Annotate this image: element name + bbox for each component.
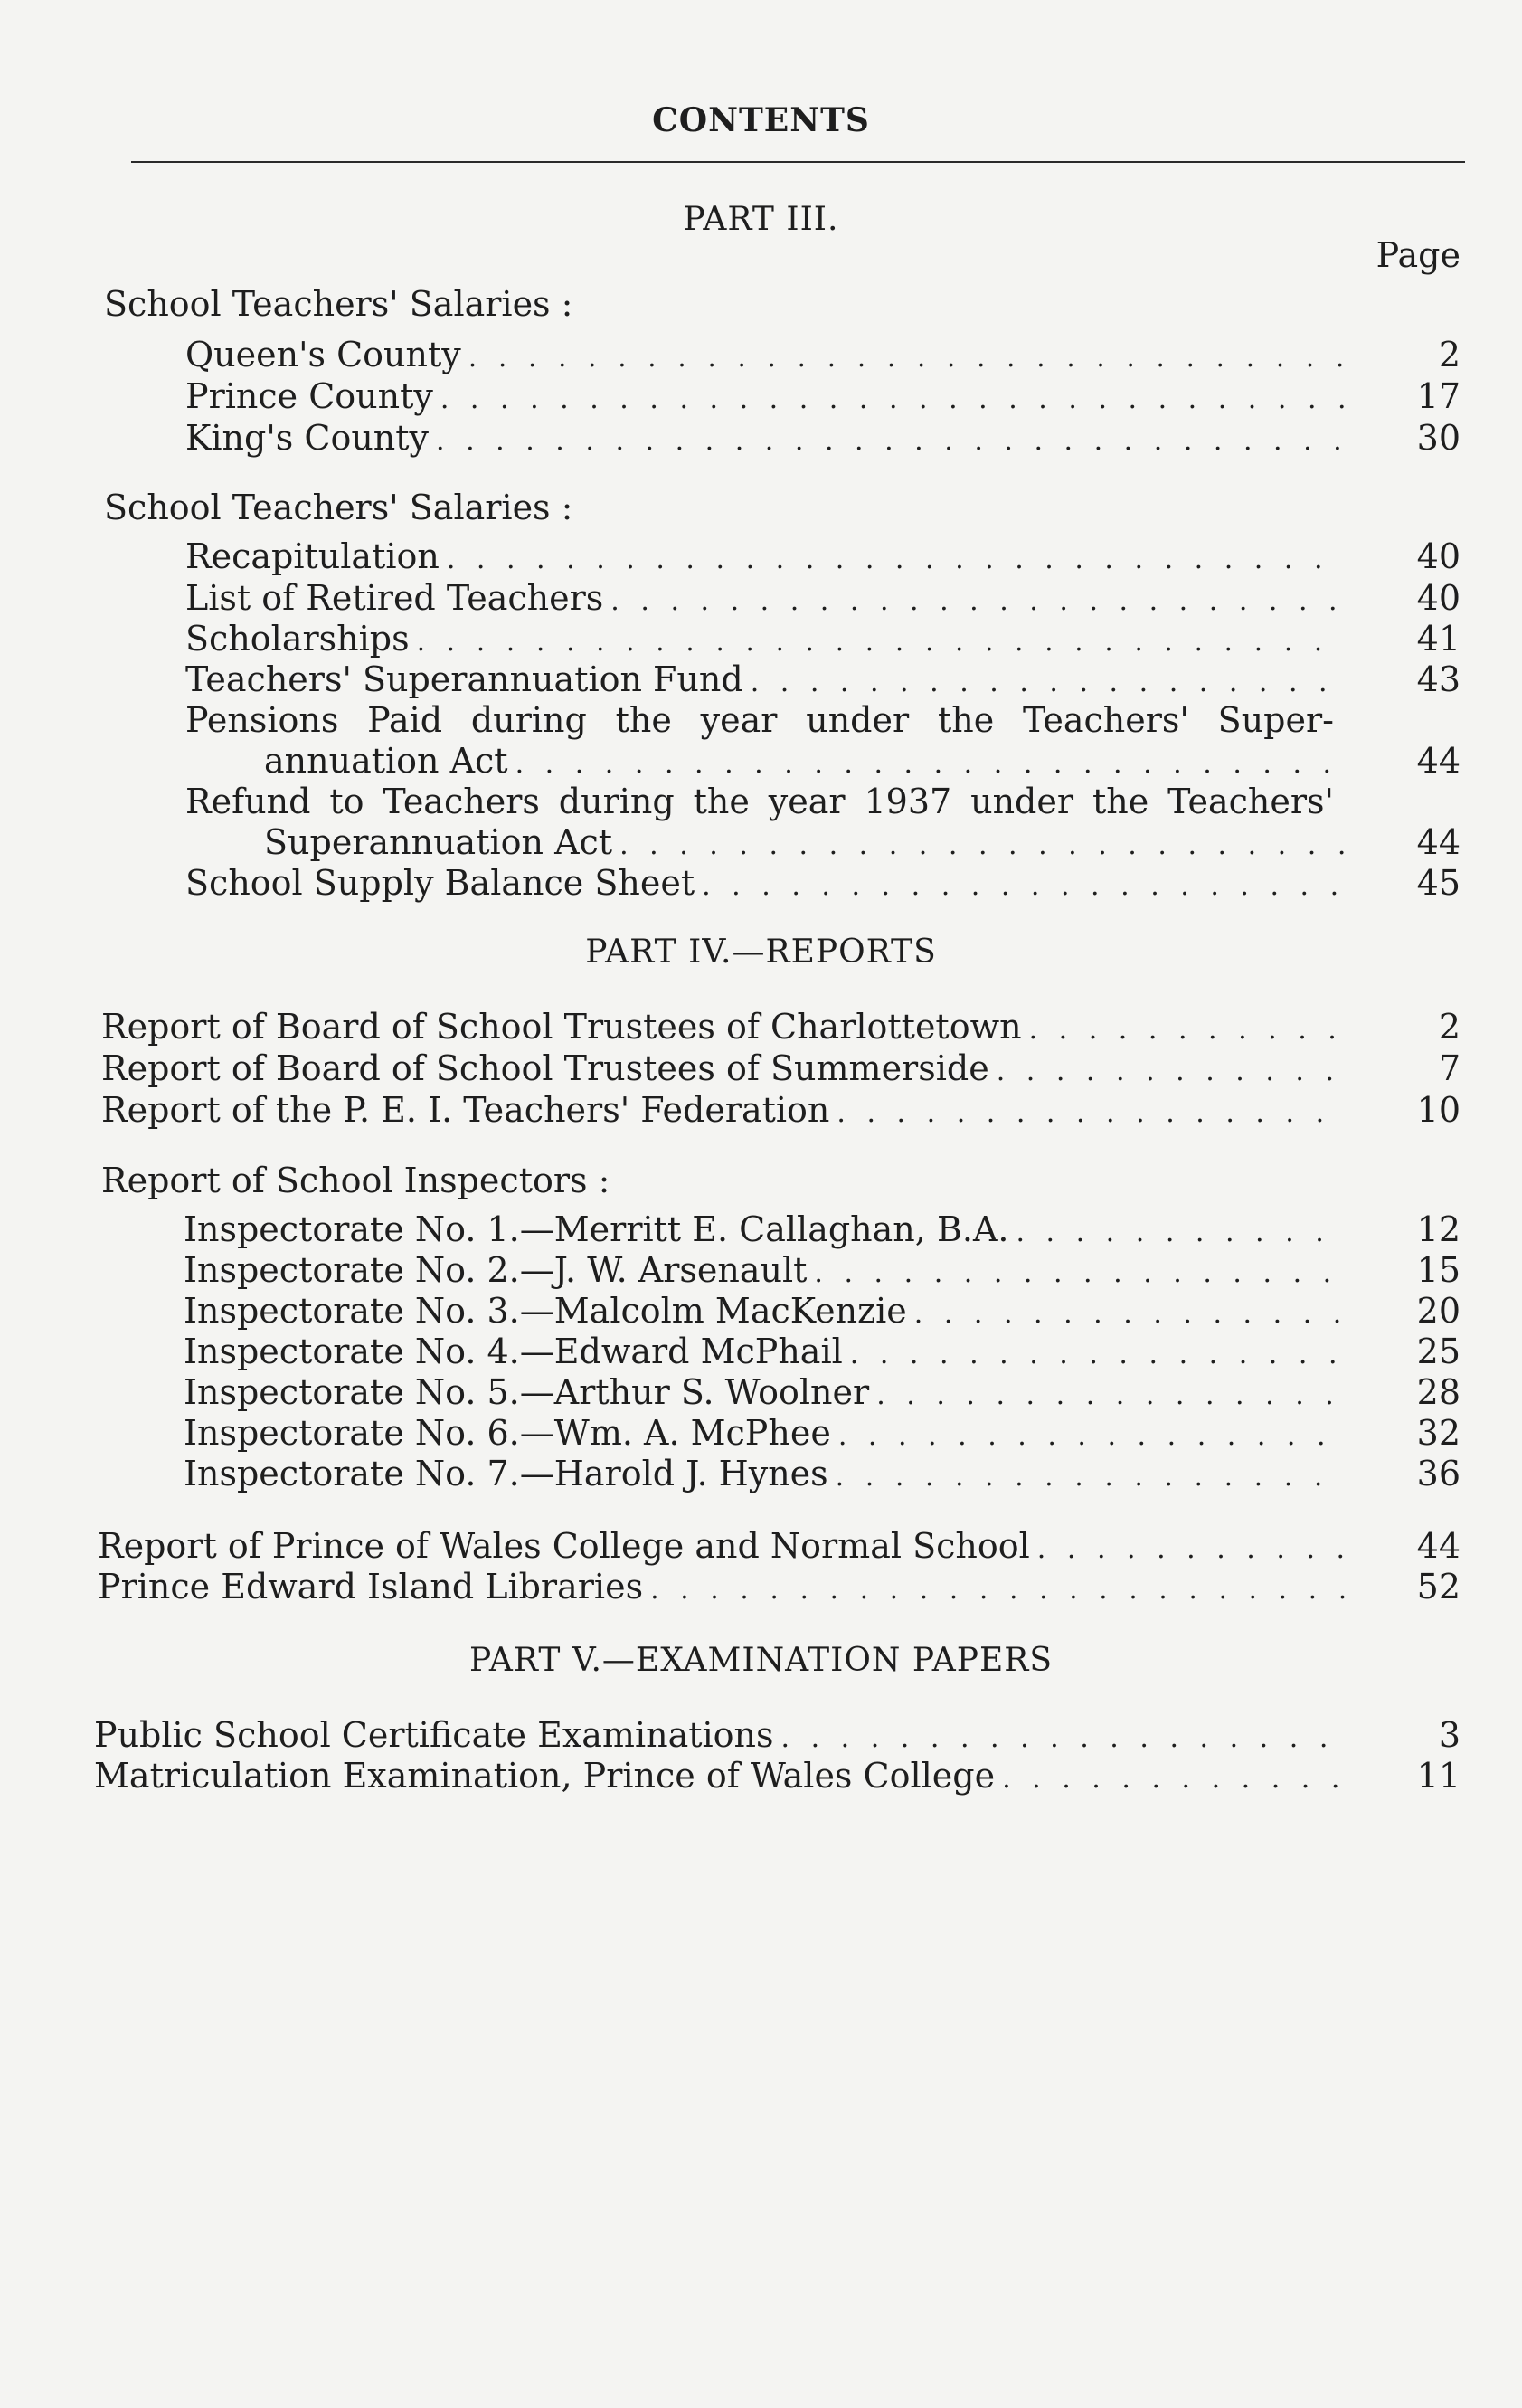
entry-page: 15 bbox=[1416, 1250, 1461, 1290]
toc-entry-libraries[interactable] bbox=[98, 1566, 1461, 1607]
entry-label: Inspectorate No. 7.—Harold J. Hynes bbox=[184, 1454, 828, 1493]
entry-page: 10 bbox=[1416, 1090, 1461, 1130]
leader-dots bbox=[1002, 1759, 1345, 1800]
entry-label: Report of Board of School Trustees of Charlottetown bbox=[101, 1007, 1022, 1047]
leader-dots bbox=[914, 1294, 1345, 1335]
leader-dots bbox=[650, 1569, 1345, 1611]
toc-entry-inspectorate-4[interactable] bbox=[184, 1331, 1461, 1372]
entry-page: 30 bbox=[1416, 418, 1461, 458]
leader-dots bbox=[1016, 1212, 1345, 1254]
header-rule bbox=[131, 161, 1465, 163]
toc-entry-queens-county[interactable] bbox=[185, 334, 1461, 375]
leader-dots bbox=[814, 1253, 1345, 1294]
entry-label: King's County bbox=[185, 418, 430, 458]
leader-dots bbox=[702, 866, 1345, 907]
toc-entry-recapitulation[interactable] bbox=[185, 536, 1461, 577]
entry-page: 52 bbox=[1416, 1567, 1461, 1607]
toc-entry-inspectorate-1[interactable] bbox=[184, 1209, 1461, 1250]
entry-page: 44 bbox=[1416, 822, 1461, 862]
toc-entry-teachers-federation[interactable] bbox=[101, 1089, 1461, 1131]
entry-label: List of Retired Teachers bbox=[185, 578, 604, 618]
entry-page: 44 bbox=[1416, 741, 1461, 781]
entry-label: annuation Act bbox=[264, 741, 508, 781]
entry-page: 7 bbox=[1438, 1048, 1461, 1088]
entry-page: 40 bbox=[1416, 578, 1461, 618]
pensions-entry-line1[interactable]: Pensions Paid during the year under the Teachers' Super- bbox=[185, 700, 1334, 740]
entry-label: School Supply Balance Sheet bbox=[185, 863, 695, 903]
leader-dots bbox=[837, 1093, 1345, 1134]
leader-dots bbox=[781, 1718, 1345, 1759]
leader-dots bbox=[997, 1051, 1345, 1093]
entry-label: Superannuation Act bbox=[264, 822, 613, 862]
salaries-group-label: School Teachers' Salaries : bbox=[104, 284, 573, 324]
toc-entry-superannuation-fund[interactable] bbox=[185, 659, 1461, 700]
entry-label: Inspectorate No. 5.—Arthur S. Woolner bbox=[184, 1372, 870, 1412]
entry-page: 20 bbox=[1416, 1291, 1461, 1331]
entry-label: Report of Prince of Wales College and Normal School bbox=[98, 1526, 1030, 1566]
toc-entry-prince-county[interactable] bbox=[185, 375, 1461, 417]
entry-page: 25 bbox=[1416, 1332, 1461, 1371]
entry-page: 44 bbox=[1416, 1526, 1461, 1566]
leader-dots bbox=[850, 1334, 1345, 1376]
leader-dots bbox=[876, 1375, 1345, 1417]
refund-entry-line1[interactable]: Refund to Teachers during the year 1937 under the Teachers' bbox=[185, 782, 1334, 821]
entry-label: Inspectorate No. 1.—Merritt E. Callaghan, B.A. bbox=[184, 1209, 1009, 1249]
leader-dots bbox=[440, 379, 1345, 421]
inspectors-group-label: Report of School Inspectors : bbox=[101, 1161, 610, 1200]
entry-page: 36 bbox=[1416, 1454, 1461, 1493]
leader-dots bbox=[447, 539, 1345, 581]
leader-dots bbox=[436, 421, 1345, 462]
entry-page: 3 bbox=[1438, 1715, 1461, 1755]
toc-entry-inspectorate-5[interactable] bbox=[184, 1371, 1461, 1413]
entry-label: Inspectorate No. 6.—Wm. A. McPhee bbox=[184, 1413, 831, 1453]
entry-label: Prince County bbox=[185, 376, 433, 416]
toc-entry-kings-county[interactable] bbox=[185, 417, 1461, 459]
toc-entry-prince-of-wales-college[interactable] bbox=[98, 1525, 1461, 1567]
entry-page: 11 bbox=[1416, 1756, 1461, 1796]
leader-dots bbox=[468, 337, 1345, 379]
entry-label: Inspectorate No. 2.—J. W. Arsenault bbox=[184, 1250, 808, 1290]
salaries-group-label-2: School Teachers' Salaries : bbox=[104, 488, 573, 527]
entry-label: Public School Certificate Examinations bbox=[94, 1715, 774, 1755]
toc-entry-charlottetown[interactable] bbox=[101, 1006, 1461, 1048]
toc-entry-inspectorate-7[interactable] bbox=[184, 1453, 1461, 1494]
entry-label: Recapitulation bbox=[185, 536, 440, 576]
entry-label: Teachers' Superannuation Fund bbox=[185, 659, 743, 699]
toc-entry-summerside[interactable] bbox=[101, 1048, 1461, 1089]
page-header: CONTENTS bbox=[652, 101, 870, 139]
entry-label: Prince Edward Island Libraries bbox=[98, 1567, 644, 1607]
entry-label: Report of Board of School Trustees of Summerside bbox=[101, 1048, 989, 1088]
entry-page: 2 bbox=[1438, 335, 1461, 374]
entry-label: Report of the P. E. I. Teachers' Federation bbox=[101, 1090, 830, 1130]
toc-entry-inspectorate-2[interactable] bbox=[184, 1249, 1461, 1291]
entry-page: 12 bbox=[1416, 1209, 1461, 1249]
entry-page: 45 bbox=[1416, 863, 1461, 903]
leader-dots bbox=[751, 662, 1345, 704]
part-iv-heading: PART IV.—REPORTS bbox=[585, 934, 937, 971]
entry-label: Inspectorate No. 4.—Edward McPhail bbox=[184, 1332, 843, 1371]
entry-page: 40 bbox=[1416, 536, 1461, 576]
leader-dots bbox=[838, 1416, 1345, 1457]
leader-dots bbox=[610, 581, 1345, 622]
toc-entry-refund[interactable] bbox=[264, 821, 1461, 863]
entry-page: 17 bbox=[1416, 376, 1461, 416]
leader-dots bbox=[619, 825, 1345, 867]
entry-page: 28 bbox=[1416, 1372, 1461, 1412]
entry-page: 43 bbox=[1416, 659, 1461, 699]
toc-entry-inspectorate-6[interactable] bbox=[184, 1412, 1461, 1454]
toc-entry-pensions[interactable] bbox=[264, 740, 1461, 782]
entry-label: Queen's County bbox=[185, 335, 461, 374]
part-v-heading: PART V.—EXAMINATION PAPERS bbox=[468, 1642, 1054, 1679]
toc-entry-inspectorate-3[interactable] bbox=[184, 1290, 1461, 1332]
leader-dots bbox=[1037, 1529, 1345, 1570]
entry-page: 41 bbox=[1416, 619, 1461, 659]
toc-entry-matriculation-exam[interactable] bbox=[94, 1755, 1461, 1797]
toc-entry-retired-teachers[interactable] bbox=[185, 577, 1461, 619]
page-column-label: Page bbox=[1375, 235, 1461, 275]
entry-page: 2 bbox=[1438, 1007, 1461, 1047]
part-iii-heading: PART III. bbox=[683, 201, 839, 238]
leader-dots bbox=[1029, 1010, 1345, 1051]
toc-entry-scholarships[interactable] bbox=[185, 618, 1461, 659]
entry-label: Matriculation Examination, Prince of Wales College bbox=[94, 1756, 996, 1796]
toc-entry-public-school-exams[interactable] bbox=[94, 1714, 1461, 1756]
entry-page: 32 bbox=[1416, 1413, 1461, 1453]
leader-dots bbox=[836, 1456, 1345, 1498]
entry-label: Inspectorate No. 3.—Malcolm MacKenzie bbox=[184, 1291, 907, 1331]
leader-dots bbox=[417, 621, 1345, 663]
entry-label: Scholarships bbox=[185, 619, 410, 659]
toc-entry-supply-balance[interactable] bbox=[185, 862, 1461, 904]
leader-dots bbox=[515, 744, 1345, 785]
